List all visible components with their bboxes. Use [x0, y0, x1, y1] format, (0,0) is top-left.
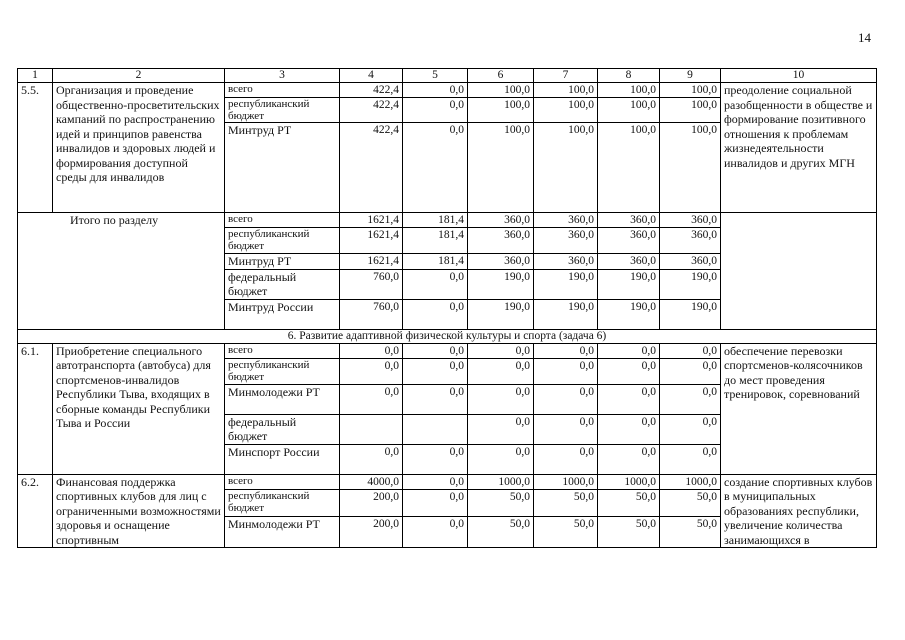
funding-source: республиканский бюджет: [225, 228, 340, 254]
value-cell: 50,0: [598, 516, 660, 547]
value-cell: 200,0: [340, 490, 403, 517]
value-cell: 1000,0: [598, 474, 660, 490]
value-cell: 360,0: [534, 228, 598, 254]
item-name: Финансовая поддержка спортивных клубов для лиц с ограниченными возможностями здоровья и оснащение спортивным: [53, 474, 225, 548]
value-cell: 0,0: [660, 414, 721, 444]
item-name: Организация и проведение общественно-просветительских кампаний по распространению идей и принципов равенства инвалидов и здоровых людей и формирования доступной среды для инвалидов: [53, 83, 225, 213]
value-cell: 190,0: [534, 269, 598, 299]
value-cell: 0,0: [403, 83, 468, 98]
funding-source: Минтруд РТ: [225, 123, 340, 213]
value-cell: 0,0: [598, 358, 660, 384]
value-cell: 50,0: [598, 490, 660, 517]
value-cell: 0,0: [660, 358, 721, 384]
value-cell: 422,4: [340, 98, 403, 123]
header-cell: 9: [660, 69, 721, 83]
value-cell: 360,0: [534, 213, 598, 228]
value-cell: 190,0: [660, 269, 721, 299]
value-cell: 0,0: [598, 343, 660, 358]
value-cell: 100,0: [660, 98, 721, 123]
section-heading-row: [18, 329, 877, 343]
value-cell: 1621,4: [340, 254, 403, 270]
value-cell: 0,0: [403, 98, 468, 123]
value-cell: 0,0: [534, 384, 598, 414]
value-cell: 50,0: [468, 490, 534, 517]
value-cell: 181,4: [403, 213, 468, 228]
value-cell: 190,0: [468, 299, 534, 329]
value-cell: 1000,0: [468, 474, 534, 490]
funding-source: всего: [225, 83, 340, 98]
value-cell: 50,0: [660, 490, 721, 517]
section-total-label: Итого по разделу: [18, 213, 225, 330]
funding-source: Минмолодежи РТ: [225, 384, 340, 414]
value-cell: 360,0: [468, 213, 534, 228]
value-cell: 0,0: [403, 490, 468, 517]
expected-result: создание спортивных клубов в муниципальных образованиях республики, увеличение количества занимающихся в: [721, 474, 877, 548]
funding-source: республиканский бюджет: [225, 358, 340, 384]
value-cell: 0,0: [403, 474, 468, 490]
value-cell: 1000,0: [534, 474, 598, 490]
value-cell: 360,0: [598, 213, 660, 228]
header-cell: 6: [468, 69, 534, 83]
value-cell: 0,0: [403, 444, 468, 474]
funding-source: республиканский бюджет: [225, 490, 340, 517]
header-row: [18, 69, 877, 83]
value-cell: 0,0: [534, 444, 598, 474]
funding-source: республиканский бюджет: [225, 98, 340, 123]
value-cell: 190,0: [598, 269, 660, 299]
value-cell: 100,0: [598, 83, 660, 98]
value-cell: 50,0: [468, 516, 534, 547]
program-table: [17, 68, 877, 548]
value-cell: 50,0: [534, 490, 598, 517]
value-cell: 360,0: [468, 254, 534, 270]
expected-result: обеспечение перевозки спортсменов-колясочников до мест проведения тренировок, соревнований: [721, 343, 877, 474]
item-number: 6.2.: [18, 474, 53, 548]
value-cell: 190,0: [534, 299, 598, 329]
funding-source: Минтруд РТ: [225, 254, 340, 270]
value-cell: 0,0: [340, 343, 403, 358]
funding-source: Минспорт России: [225, 444, 340, 474]
value-cell: 100,0: [660, 123, 721, 213]
value-cell: 422,4: [340, 83, 403, 98]
value-cell: 1621,4: [340, 213, 403, 228]
value-cell: 4000,0: [340, 474, 403, 490]
value-cell: 190,0: [660, 299, 721, 329]
item-number: 5.5.: [18, 83, 53, 213]
value-cell: 760,0: [340, 269, 403, 299]
value-cell: 0,0: [468, 358, 534, 384]
header-cell: 5: [403, 69, 468, 83]
value-cell: 760,0: [340, 299, 403, 329]
expected-result: [721, 213, 877, 330]
funding-source: всего: [225, 343, 340, 358]
funding-source: федеральный бюджет: [225, 269, 340, 299]
value-cell: 200,0: [340, 516, 403, 547]
header-cell: 1: [18, 69, 53, 83]
value-cell: 100,0: [598, 98, 660, 123]
header-cell: 4: [340, 69, 403, 83]
header-cell: 3: [225, 69, 340, 83]
value-cell: 360,0: [598, 228, 660, 254]
value-cell: 0,0: [340, 384, 403, 414]
value-cell: 422,4: [340, 123, 403, 213]
item-name: Приобретение специального автотранспорта (автобуса) для спортсменов-инвалидов Республики Тыва, входящих в сборные команды Республики Тыва и России: [53, 343, 225, 474]
value-cell: 100,0: [660, 83, 721, 98]
section-heading: 6. Развитие адаптивной физической культуры и спорта (задача 6): [18, 329, 877, 343]
value-cell: [340, 414, 403, 444]
header-cell: 8: [598, 69, 660, 83]
value-cell: 0,0: [660, 343, 721, 358]
value-cell: 0,0: [403, 123, 468, 213]
value-cell: 0,0: [468, 384, 534, 414]
value-cell: 0,0: [340, 358, 403, 384]
value-cell: [403, 414, 468, 444]
value-cell: 50,0: [660, 516, 721, 547]
table-row: [18, 343, 877, 358]
value-cell: 0,0: [403, 299, 468, 329]
table-row: [18, 83, 877, 98]
value-cell: 0,0: [598, 384, 660, 414]
value-cell: 100,0: [468, 83, 534, 98]
header-cell: 7: [534, 69, 598, 83]
value-cell: 100,0: [534, 98, 598, 123]
value-cell: 100,0: [468, 123, 534, 213]
value-cell: 0,0: [403, 516, 468, 547]
value-cell: 190,0: [598, 299, 660, 329]
value-cell: 0,0: [340, 444, 403, 474]
funding-source: Минмолодежи РТ: [225, 516, 340, 547]
header-cell: 2: [53, 69, 225, 83]
value-cell: 360,0: [468, 228, 534, 254]
value-cell: 360,0: [660, 213, 721, 228]
value-cell: 1000,0: [660, 474, 721, 490]
value-cell: 0,0: [534, 343, 598, 358]
value-cell: 0,0: [660, 384, 721, 414]
item-number: 6.1.: [18, 343, 53, 474]
page-number: 14: [858, 30, 871, 45]
value-cell: 0,0: [660, 444, 721, 474]
value-cell: 181,4: [403, 254, 468, 270]
value-cell: 360,0: [660, 228, 721, 254]
value-cell: 0,0: [403, 384, 468, 414]
value-cell: 0,0: [403, 269, 468, 299]
table-row: [18, 474, 877, 490]
funding-source: федеральный бюджет: [225, 414, 340, 444]
value-cell: 1621,4: [340, 228, 403, 254]
value-cell: 100,0: [534, 123, 598, 213]
funding-source: Минтруд России: [225, 299, 340, 329]
value-cell: 0,0: [403, 358, 468, 384]
value-cell: 100,0: [534, 83, 598, 98]
value-cell: 100,0: [598, 123, 660, 213]
funding-source: всего: [225, 474, 340, 490]
header-cell: 10: [721, 69, 877, 83]
value-cell: 0,0: [468, 444, 534, 474]
funding-source: всего: [225, 213, 340, 228]
value-cell: 0,0: [598, 444, 660, 474]
value-cell: 0,0: [468, 414, 534, 444]
table-row: [18, 213, 877, 228]
value-cell: 100,0: [468, 98, 534, 123]
value-cell: 0,0: [534, 358, 598, 384]
value-cell: 181,4: [403, 228, 468, 254]
value-cell: 0,0: [598, 414, 660, 444]
value-cell: 360,0: [598, 254, 660, 270]
value-cell: 0,0: [534, 414, 598, 444]
value-cell: 0,0: [403, 343, 468, 358]
value-cell: 360,0: [534, 254, 598, 270]
expected-result: преодоление социальной разобщенности в обществе и формирование позитивного отношения к проблемам жизнедеятельности инвалидов и других МГН: [721, 83, 877, 213]
value-cell: 360,0: [660, 254, 721, 270]
value-cell: 190,0: [468, 269, 534, 299]
value-cell: 0,0: [468, 343, 534, 358]
value-cell: 50,0: [534, 516, 598, 547]
